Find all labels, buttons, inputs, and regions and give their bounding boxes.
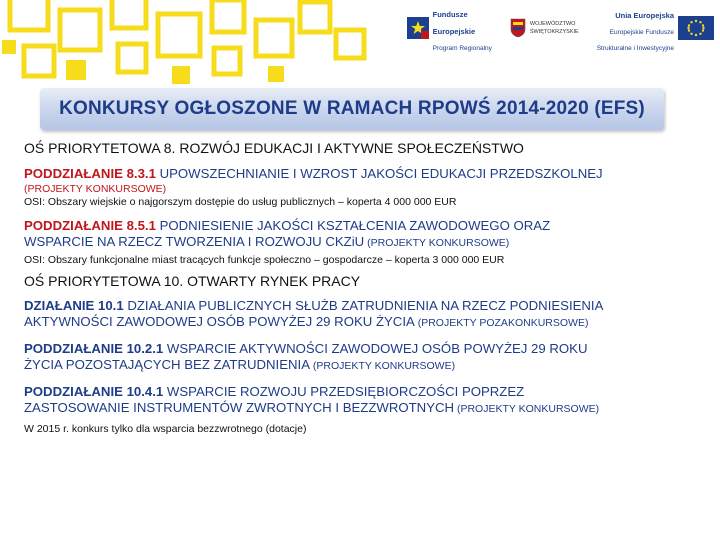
- fe-line1: Fundusze: [432, 10, 468, 19]
- section-title-line1: DZIAŁANIA PUBLICZNYCH SŁUŻB ZATRUDNIENIA NA RZECZ PODNIESIENIA: [123, 298, 604, 313]
- section-title-line2: AKTYWNOŚCI ZAWODOWEJ OSÓB POWYŻEJ 29 ROKU ŻYCIA: [24, 314, 415, 329]
- section-10-1: [24, 298, 700, 331]
- section-8-3-1-osi: OSI: Obszary wiejskie o najgorszym dostępie do usług publicznych – koperta 4 000 000 EUR: [24, 196, 457, 208]
- page-title: KONKURSY OGŁOSZONE W RAMACH RPOWŚ 2014-2020 (EFS): [59, 98, 645, 119]
- ue-line3: Strukturalne i Inwestycyjne: [596, 44, 674, 52]
- section-title-line2: ŻYCIA POZOSTAJĄCYCH BEZ ZATRUDNIENIA: [24, 357, 311, 372]
- section-type-tag: (PROJEKTY POZAKONKURSOWE): [414, 317, 589, 329]
- section-code: PODDZIAŁANIE 8.5.1: [24, 218, 156, 233]
- section-code: PODDZIAŁANIE 8.3.1: [24, 166, 156, 181]
- section-10-2-1: [24, 341, 700, 374]
- section-title-line1: WSPARCIE AKTYWNOŚCI ZAWODOWEJ OSÓB POWYŻEJ 29 ROKU: [163, 341, 588, 356]
- section-type-tag: (PROJEKTY KONKURSOWE): [454, 403, 600, 415]
- logo-bar: [407, 8, 714, 52]
- axis-10-heading: OŚ PRIORYTETOWA 10. OTWARTY RYNEK PRACY: [24, 273, 361, 289]
- section-type-tag: (PROJEKTY KONKURSOWE): [364, 237, 510, 249]
- section-8-5-1: [24, 218, 700, 251]
- section-title-line2: ZASTOSOWANIE INSTRUMENTÓW ZWROTNYCH I BEZZWROTNYCH: [24, 400, 455, 415]
- section-code: PODDZIAŁANIE 10.4.1: [24, 384, 164, 399]
- section-title: UPOWSZECHNIANIE I WZROST JAKOŚCI EDUKACJI PRZEDSZKOLNEJ: [155, 166, 603, 181]
- fe-star-icon: [407, 17, 429, 39]
- fe-line3: Program Regionalny: [432, 45, 492, 52]
- section-code: DZIAŁANIE 10.1: [24, 298, 124, 313]
- section-8-3-1-type: (PROJEKTY KONKURSOWE): [24, 183, 167, 195]
- section-title-line2: WSPARCIE NA RZECZ TWORZENIA I ROZWOJU CKZiU: [24, 234, 365, 249]
- title-banner: [40, 88, 664, 130]
- axis-8-heading: OŚ PRIORYTETOWA 8. ROZWÓJ EDUKACJI I AKTYWNE SPOŁECZEŃSTWO: [24, 140, 524, 156]
- content-area: [24, 138, 700, 435]
- eu-flag-icon: [678, 16, 714, 40]
- section-10-4-1: [24, 384, 700, 417]
- section-code: PODDZIAŁANIE 10.2.1: [24, 341, 164, 356]
- section-10-4-1-note: W 2015 r. konkurs tylko dla wsparcia bezzwrotnego (dotacje): [24, 423, 307, 435]
- region-label: WOJEWÓDZTWO ŚWIĘTOKRZYSKIE: [529, 21, 579, 35]
- fe-line2: Europejskie: [432, 27, 476, 36]
- section-8-3-1: [24, 166, 700, 182]
- ue-line2: Europejskie Fundusze: [609, 28, 674, 36]
- swietokrzyskie-logo: [510, 18, 579, 38]
- section-title-line1: WSPARCIE ROZWOJU PRZEDSIĘBIORCZOŚCI POPRZEZ: [163, 384, 525, 399]
- section-8-5-1-osi: OSI: Obszary funkcjonalne miast tracących funkcje społeczno – gospodarcze – koperta 3 000 000 EUR: [24, 254, 505, 266]
- ue-line1: Unia Europejska: [615, 10, 674, 20]
- unia-europejska-logo: [597, 4, 714, 53]
- coat-of-arms-icon: [510, 18, 526, 38]
- section-type-tag: (PROJEKTY KONKURSOWE): [310, 360, 456, 372]
- section-title-line1: PODNIESIENIE JAKOŚCI KSZTAŁCENIA ZAWODOWEGO ORAZ: [155, 218, 551, 233]
- fundusze-europejskie-logo: [407, 3, 492, 53]
